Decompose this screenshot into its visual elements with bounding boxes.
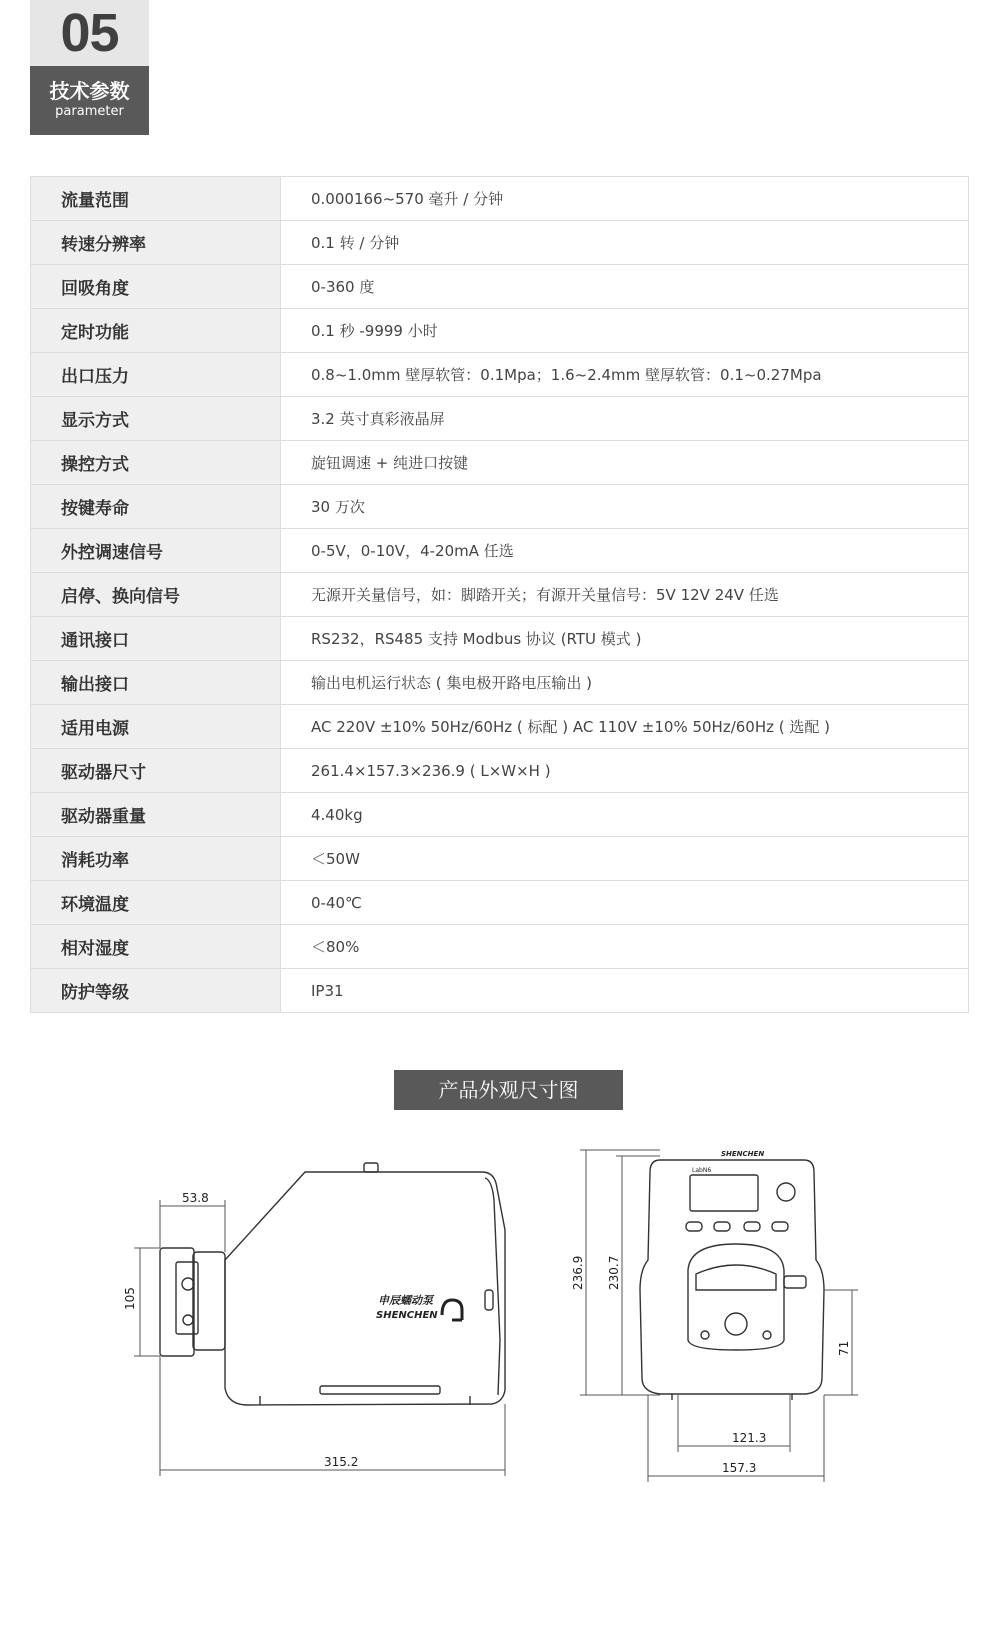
dim-label-157-3: 157.3 (722, 1461, 757, 1475)
side-view (160, 1163, 505, 1405)
spec-row (31, 177, 969, 221)
dimension-drawing (0, 1140, 1000, 1540)
spec-row (31, 221, 969, 265)
dim-label-121-3: 121.3 (732, 1431, 767, 1445)
spec-table (30, 176, 969, 1013)
spec-value: 4.40kg (281, 793, 969, 837)
side-view-handle (364, 1163, 378, 1172)
front-view-key (714, 1222, 730, 1231)
spec-row (31, 661, 969, 705)
dim-label-53-8: 53.8 (182, 1191, 209, 1205)
front-view-housing (640, 1160, 824, 1394)
spec-value: 0-40℃ (281, 881, 969, 925)
spec-value: 30 万次 (281, 485, 969, 529)
spec-label: 按键寿命 (31, 485, 281, 529)
spec-label: 环境温度 (31, 881, 281, 925)
front-view-screw (701, 1331, 709, 1339)
spec-table-body (31, 177, 969, 1013)
side-view-knob (182, 1278, 194, 1290)
side-view-pump-cover (160, 1248, 194, 1356)
spec-label: 驱动器尺寸 (31, 749, 281, 793)
spec-value: 0-5V，0-10V，4-20mA 任选 (281, 529, 969, 573)
side-view-vents (320, 1386, 440, 1394)
front-view-screen (690, 1175, 758, 1211)
side-view-brand (376, 1294, 462, 1321)
side-view-port (485, 1290, 493, 1310)
spec-row (31, 485, 969, 529)
front-view-screw (763, 1331, 771, 1339)
spec-label: 转速分辨率 (31, 221, 281, 265)
spec-row (31, 309, 969, 353)
spec-label: 定时功能 (31, 309, 281, 353)
front-view-knob (777, 1183, 795, 1201)
spec-value: 3.2 英寸真彩液晶屏 (281, 397, 969, 441)
spec-label: 适用电源 (31, 705, 281, 749)
section-badge (30, 0, 149, 135)
spec-row (31, 837, 969, 881)
side-brand-cn: 申辰蠕动泵 (378, 1294, 433, 1307)
section-title-cn: 技术参数 (49, 79, 130, 103)
section-title-box (30, 66, 149, 135)
spec-row (31, 793, 969, 837)
spec-label: 出口压力 (31, 353, 281, 397)
front-view-dimensions (580, 1150, 858, 1482)
dim-label-315-2: 315.2 (324, 1455, 359, 1469)
spec-row (31, 705, 969, 749)
dim-label-71: 71 (837, 1340, 851, 1356)
front-view-key (744, 1222, 760, 1231)
spec-value: 0.1 转 / 分钟 (281, 221, 969, 265)
spec-row (31, 617, 969, 661)
spec-row (31, 441, 969, 485)
front-view-pump-cover (696, 1265, 776, 1290)
brand-logo-icon (442, 1300, 462, 1320)
spec-label: 操控方式 (31, 441, 281, 485)
spec-label: 流量范围 (31, 177, 281, 221)
front-view-key (686, 1222, 702, 1231)
spec-row (31, 529, 969, 573)
spec-value: 无源开关量信号，如：脚踏开关；有源开关量信号：5V 12V 24V 任选 (281, 573, 969, 617)
spec-value: 0.8~1.0mm 壁厚软管：0.1Mpa；1.6~2.4mm 壁厚软管：0.1~0.27Mpa (281, 353, 969, 397)
dim-label-236-9: 236.9 (571, 1255, 585, 1290)
side-view-screw (183, 1315, 193, 1325)
spec-value: IP31 (281, 969, 969, 1013)
spec-label: 消耗功率 (31, 837, 281, 881)
dim-label-230-7: 230.7 (607, 1255, 621, 1290)
spec-label: 输出接口 (31, 661, 281, 705)
side-view-rear-edge (485, 1178, 500, 1395)
spec-value: 旋钮调速 + 纯进口按键 (281, 441, 969, 485)
spec-row (31, 573, 969, 617)
section-number: 05 (30, 0, 149, 66)
spec-value: 0.000166~570 毫升 / 分钟 (281, 177, 969, 221)
spec-row (31, 265, 969, 309)
front-view-key (772, 1222, 788, 1231)
spec-value: RS232，RS485 支持 Modbus 协议 (RTU 模式 ) (281, 617, 969, 661)
spec-row (31, 881, 969, 925)
front-model: LabN6 (692, 1167, 712, 1174)
front-view-lever (784, 1276, 806, 1288)
spec-label: 通讯接口 (31, 617, 281, 661)
front-view (640, 1160, 824, 1400)
dimension-drawing-title: 产品外观尺寸图 (394, 1070, 623, 1110)
spec-value: AC 220V ±10% 50Hz/60Hz ( 标配 ) AC 110V ±10% 50Hz/60Hz ( 选配 ) (281, 705, 969, 749)
spec-label: 启停、换向信号 (31, 573, 281, 617)
spec-label: 显示方式 (31, 397, 281, 441)
spec-value: 261.4×157.3×236.9 ( L×W×H ) (281, 749, 969, 793)
spec-value: ＜80% (281, 925, 969, 969)
spec-label: 相对湿度 (31, 925, 281, 969)
spec-label: 回吸角度 (31, 265, 281, 309)
spec-label: 防护等级 (31, 969, 281, 1013)
side-view-housing (225, 1172, 505, 1405)
spec-row (31, 925, 969, 969)
spec-value: 0-360 度 (281, 265, 969, 309)
spec-row (31, 749, 969, 793)
spec-value: ＜50W (281, 837, 969, 881)
spec-row (31, 397, 969, 441)
front-brand: SHENCHEN (721, 1150, 765, 1158)
side-view-dimensions (134, 1200, 505, 1476)
spec-row (31, 969, 969, 1013)
spec-label: 外控调速信号 (31, 529, 281, 573)
side-brand-en: SHENCHEN (376, 1310, 438, 1321)
dim-label-105: 105 (123, 1287, 137, 1310)
spec-value: 0.1 秒 -9999 小时 (281, 309, 969, 353)
section-title-en: parameter (55, 104, 124, 119)
front-view-rotor (725, 1313, 747, 1335)
spec-value: 输出电机运行状态 ( 集电极开路电压输出 ) (281, 661, 969, 705)
spec-label: 驱动器重量 (31, 793, 281, 837)
front-view-pump-head (688, 1244, 784, 1350)
spec-row (31, 353, 969, 397)
